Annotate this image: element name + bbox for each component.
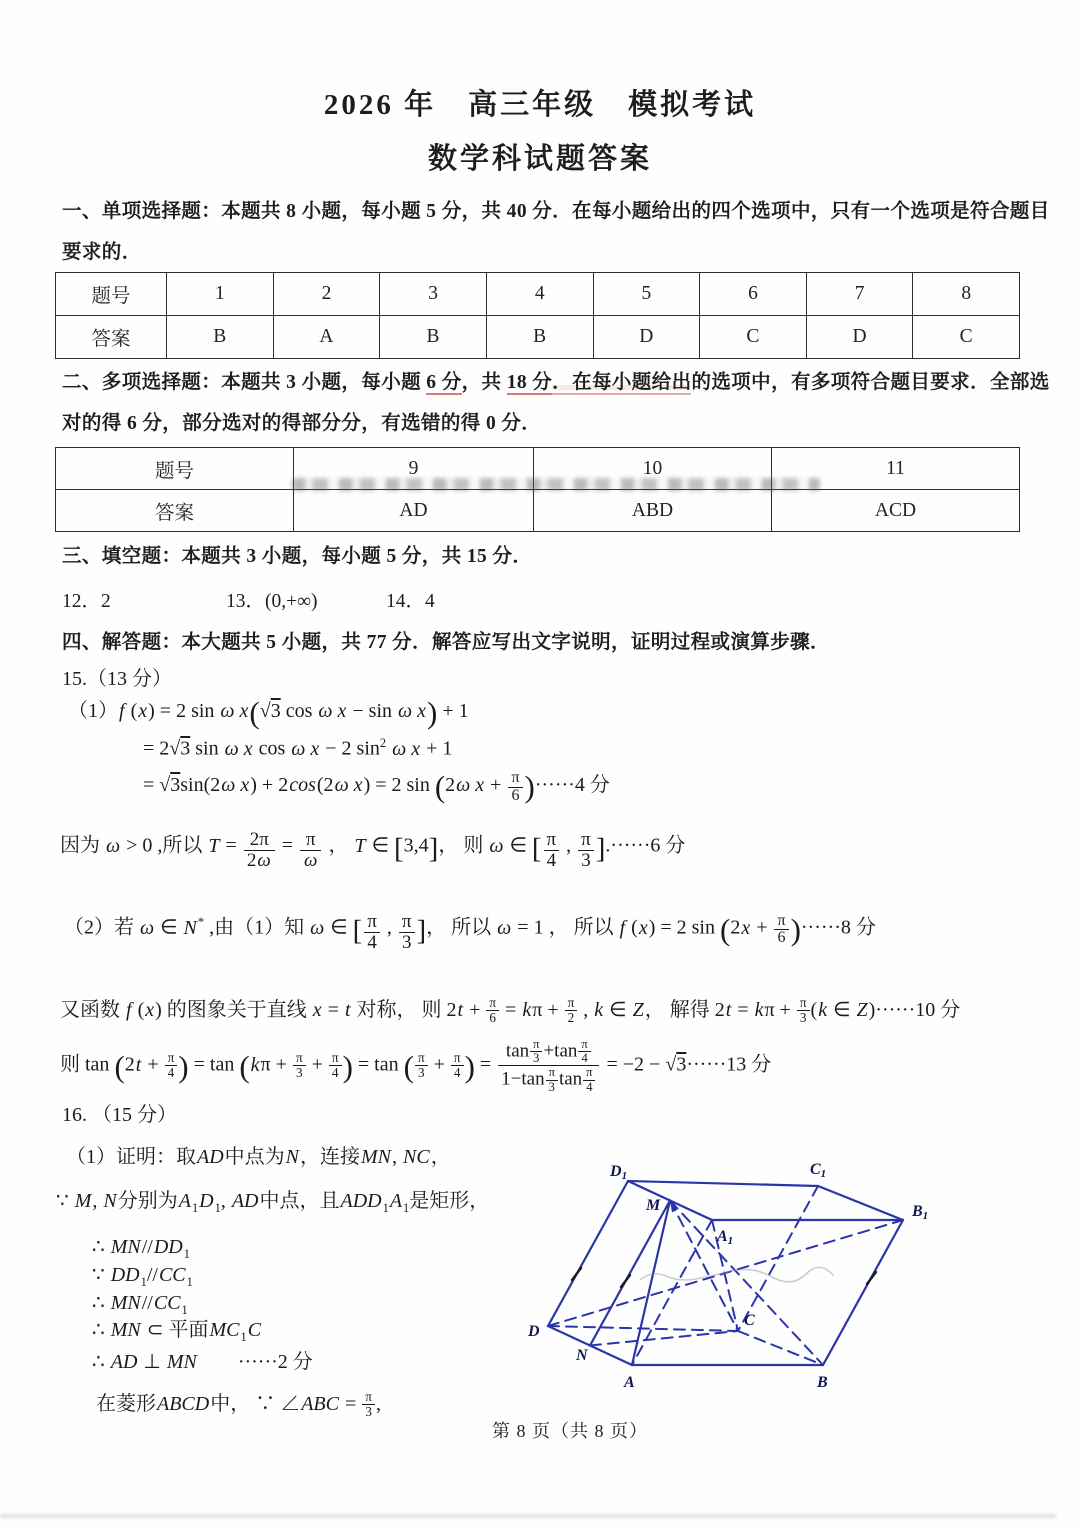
row-label: 答案 — [56, 490, 294, 532]
answer-cell: A — [273, 316, 380, 359]
problem16-line1: （1）证明：取AD中点为N，连接MN, NC， — [66, 1146, 451, 1168]
vertex-label-D1: D1 — [610, 1163, 628, 1182]
q-number-cell: 9 — [294, 448, 534, 490]
q-number-cell: 5 — [593, 273, 700, 316]
page-bottom-edge — [0, 1514, 1056, 1518]
red-pen-smudge: ．在每小题给出 — [552, 372, 692, 393]
section-two-heading-line2: 对的得 6 分，部分选对的得部分分，有选错的得 0 分． — [62, 413, 542, 434]
problem15-step7: 则 tan (2t + $\frac{\pi}{4}$ ) = tan (kπ + $\frac{\pi}{3}$ + $\frac{\pi}{4}$ ) = tan ( $\frac{\pi}{3}$ + $\frac{\pi}{4}$ ) = tan $\frac{\pi}{3}$ +tan $\frac{\pi}{4}$ 1−tan $\frac{\pi}{3}$ tan $\frac{\pi}{4}$ = −2 − √3······13 分 — [60, 1037, 772, 1094]
red-pen-mark: 6 分 — [426, 372, 462, 393]
answer-cell: D — [593, 316, 700, 359]
problem15-step5: （2）若 ω ∈ N* ,由（1）知 ω ∈ [ $\frac{\pi}{4}$ , $\frac{\pi}{3}$ ]， 所以 ω = 1 ， 所以 f (x) = 2 sin (2x + $\frac{\pi}{6}$ )······8 分 — [64, 911, 876, 953]
vertex-label-D: D — [528, 1323, 540, 1340]
hidden-edges — [548, 1186, 903, 1365]
section-four-heading: 四、解答题：本大题共 5 小题，共 77 分．解答应写出文字说明，证明过程或演算步骤． — [62, 632, 830, 653]
section-one-heading-line1: 一、单项选择题：本题共 8 小题，每小题 5 分，共 40 分．在每小题给出的四个选项中，只有一个选项是符合题目 — [62, 201, 1050, 222]
problem15-heading: 15.（13 分） — [62, 668, 172, 690]
parallel-tick-marks — [572, 1268, 876, 1287]
problem16-line8: 在菱形ABCD中， ∵ ∠ABC = $\frac{\pi}{3}$ , — [96, 1389, 381, 1419]
answer-cell: D — [806, 316, 913, 359]
q-number-cell: 7 — [806, 273, 913, 316]
vertex-label-M: M — [646, 1197, 661, 1214]
problem15-step4: 因为 ω > 0 ,所以 T = $\frac{2\pi}{2\omega}$ = $\frac{\pi}{\omega}$ ， T ∈ [3,4]， 则 ω ∈ [ $\frac{\pi}{4}$ , $\frac{\pi}{3}$ ].······6 分 — [60, 829, 686, 871]
answer-cell: ABD — [534, 490, 772, 532]
vertex-label-N: N — [576, 1347, 588, 1364]
red-pen-mark: 18 分 — [506, 372, 553, 393]
row-label: 答案 — [56, 316, 167, 359]
problem16-line2: ∵ M, N分别为$A_1D_1$, AD中点，且$ADD_1A_1$是矩形， — [56, 1190, 490, 1215]
q-number-cell: 6 — [700, 273, 807, 316]
faint-scribble — [640, 1267, 834, 1281]
problem15-step3: = √3sin(2ω x) + 2cos(2ω x) = 2 sin (2ω x + $\frac{\pi}{6}$ )······4 分 — [143, 769, 610, 805]
problem15-step6: 又函数 f (x) 的图象关于直线 x = t 对称， 则 2t + $\frac{\pi}{6}$ = kπ + $\frac{\pi}{2}$ , k ∈ Z， 解得 2t = kπ + $\frac{\pi}{3}$ (k ∈ Z)······10 分 — [60, 995, 961, 1025]
answer-cell: B — [380, 316, 487, 359]
problem15-step1: （1）f (x) = 2 sin ω x(√3 cos ω x − sin ω x) + 1 — [68, 695, 469, 731]
q-number-cell: 1 — [167, 273, 274, 316]
q-number-cell: 4 — [486, 273, 593, 316]
vertex-label-A1: A1 — [717, 1228, 734, 1247]
row-label: 题号 — [56, 448, 294, 490]
problem16-line4: ∵ $DD_1//CC_1$ — [92, 1264, 193, 1289]
exam-title: 2026 年 高三年级 模拟考试 — [323, 89, 757, 121]
vertex-labels — [527, 1161, 928, 1391]
problem15-step2: = 2√3 sin ω x cos ω x − 2 $\sin^2 \omega$ x + 1 — [143, 736, 453, 760]
vertex-label-A: A — [624, 1374, 635, 1391]
q-number-cell: 10 — [534, 448, 772, 490]
q-number-cell: 11 — [772, 448, 1020, 490]
q-number-cell: 3 — [380, 273, 487, 316]
q-number-cell: 8 — [913, 273, 1020, 316]
answer-cell: AD — [294, 490, 534, 532]
single-choice-answer-table — [55, 272, 1020, 359]
section-three-heading: 三、填空题：本题共 3 小题，每小题 5 分，共 15 分． — [62, 546, 533, 567]
answer-cell: C — [913, 316, 1020, 359]
paper-subtitle: 数学科试题答案 — [427, 143, 652, 175]
fill-in-answer-13: 13．(0,+∞) — [226, 591, 318, 612]
problem16-heading: 16. （15 分） — [62, 1104, 177, 1126]
vertex-label-C: C — [744, 1312, 755, 1329]
q-number-cell: 2 — [273, 273, 380, 316]
ink-bleed-smudge — [292, 478, 820, 491]
row-label: 题号 — [56, 273, 167, 316]
problem16-line3: ∴ $MN//DD_1$ — [92, 1236, 190, 1261]
problem16-line7: ∴ AD ⊥ MN ······2 分 — [92, 1351, 313, 1373]
fill-in-answer-12: 12．2 — [62, 591, 111, 612]
section-two-heading-line1: 二、多项选择题：本题共 3 小题，每小题 6 分，共 18 分．在每小题给出的选项中，有多项符合题目要求．全部选 — [62, 372, 1050, 393]
geometry-diagram — [520, 1138, 1020, 1423]
answer-cell: B — [167, 316, 274, 359]
problem16-line6: ∴ MN ⊂ 平面$MC_1C$ — [92, 1319, 262, 1344]
answer-cell: B — [486, 316, 593, 359]
answer-cell: C — [700, 316, 807, 359]
problem16-line5: ∴ $MN//CC_1$ — [92, 1292, 188, 1317]
vertex-label-C1: C1 — [810, 1161, 827, 1180]
section-one-heading-line2: 要求的． — [62, 242, 142, 263]
page-number-footer: 第 8 页（共 8 页） — [492, 1421, 648, 1441]
vertex-label-B1: B1 — [912, 1203, 929, 1222]
vertex-label-B: B — [817, 1374, 828, 1391]
fill-in-answer-14: 14．4 — [386, 591, 435, 612]
answer-cell: ACD — [772, 490, 1020, 532]
